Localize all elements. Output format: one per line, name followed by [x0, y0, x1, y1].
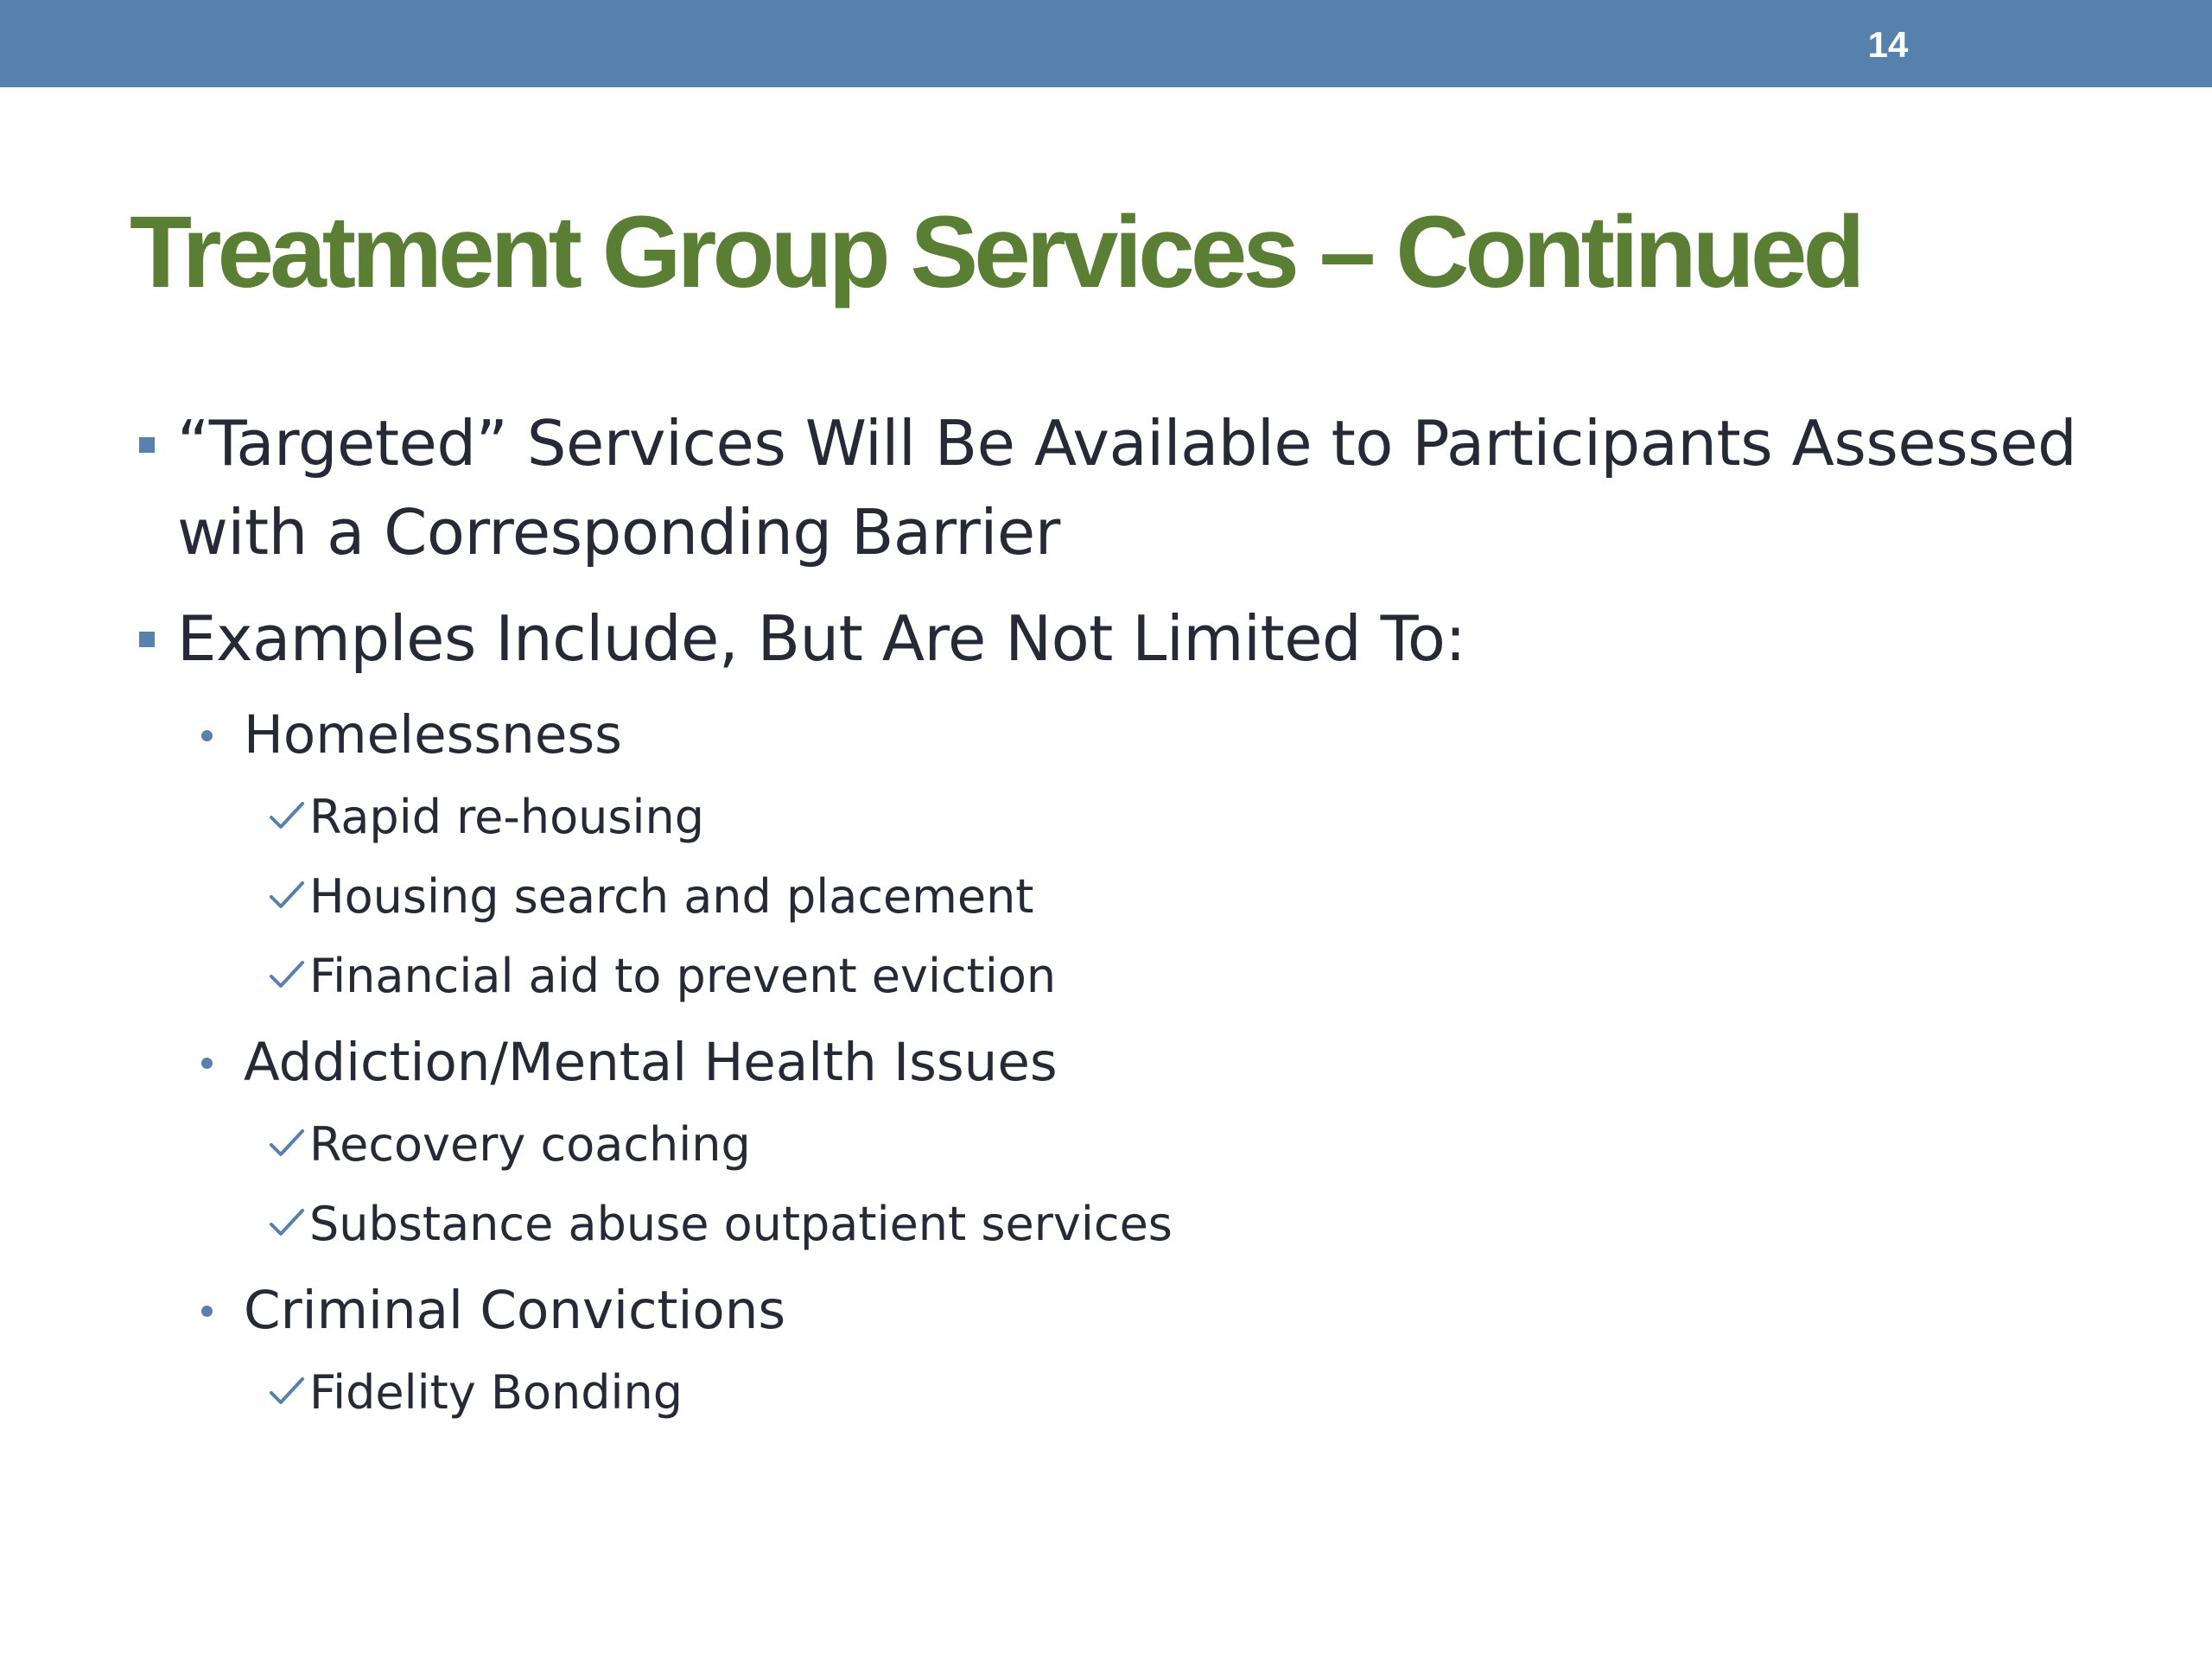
square-bullet-icon: [139, 632, 155, 647]
checkmark-icon: [268, 797, 306, 835]
checkmark-icon: [268, 1372, 306, 1410]
dot-bullet-icon: [201, 1058, 213, 1069]
bullet-text-targeted-line2: with a Corresponding Barrier: [177, 496, 1060, 569]
square-bullet-icon: [139, 437, 155, 453]
dot-bullet-icon: [201, 1306, 213, 1317]
list-item-rapid-rehousing: Rapid re-housing: [309, 790, 704, 844]
list-item-fidelity-bonding: Fidelity Bonding: [309, 1365, 683, 1420]
bullet-text-targeted-line1: “Targeted” Services Will Be Available to Participants Assessed: [177, 407, 2077, 480]
checkmark-icon: [268, 956, 306, 994]
checkmark-icon: [268, 876, 306, 914]
dot-bullet-icon: [201, 730, 213, 741]
slide-number: 14: [1867, 24, 1909, 65]
bullet-text-examples: Examples Include, But Are Not Limited To:: [177, 602, 1466, 675]
checkmark-icon: [268, 1204, 306, 1242]
group-label-addiction: Addiction/Mental Health Issues: [244, 1032, 1058, 1093]
list-item-financial-aid: Financial aid to prevent eviction: [309, 949, 1057, 1003]
group-label-criminal-convictions: Criminal Convictions: [244, 1280, 786, 1341]
group-label-homelessness: Homelessness: [244, 704, 622, 766]
list-item-substance-abuse: Substance abuse outpatient services: [309, 1197, 1173, 1251]
list-item-recovery-coaching: Recovery coaching: [309, 1117, 751, 1172]
list-item-housing-search: Housing search and placement: [309, 869, 1034, 924]
checkmark-icon: [268, 1124, 306, 1162]
slide-title: Treatment Group Services – Continued: [130, 195, 1861, 309]
